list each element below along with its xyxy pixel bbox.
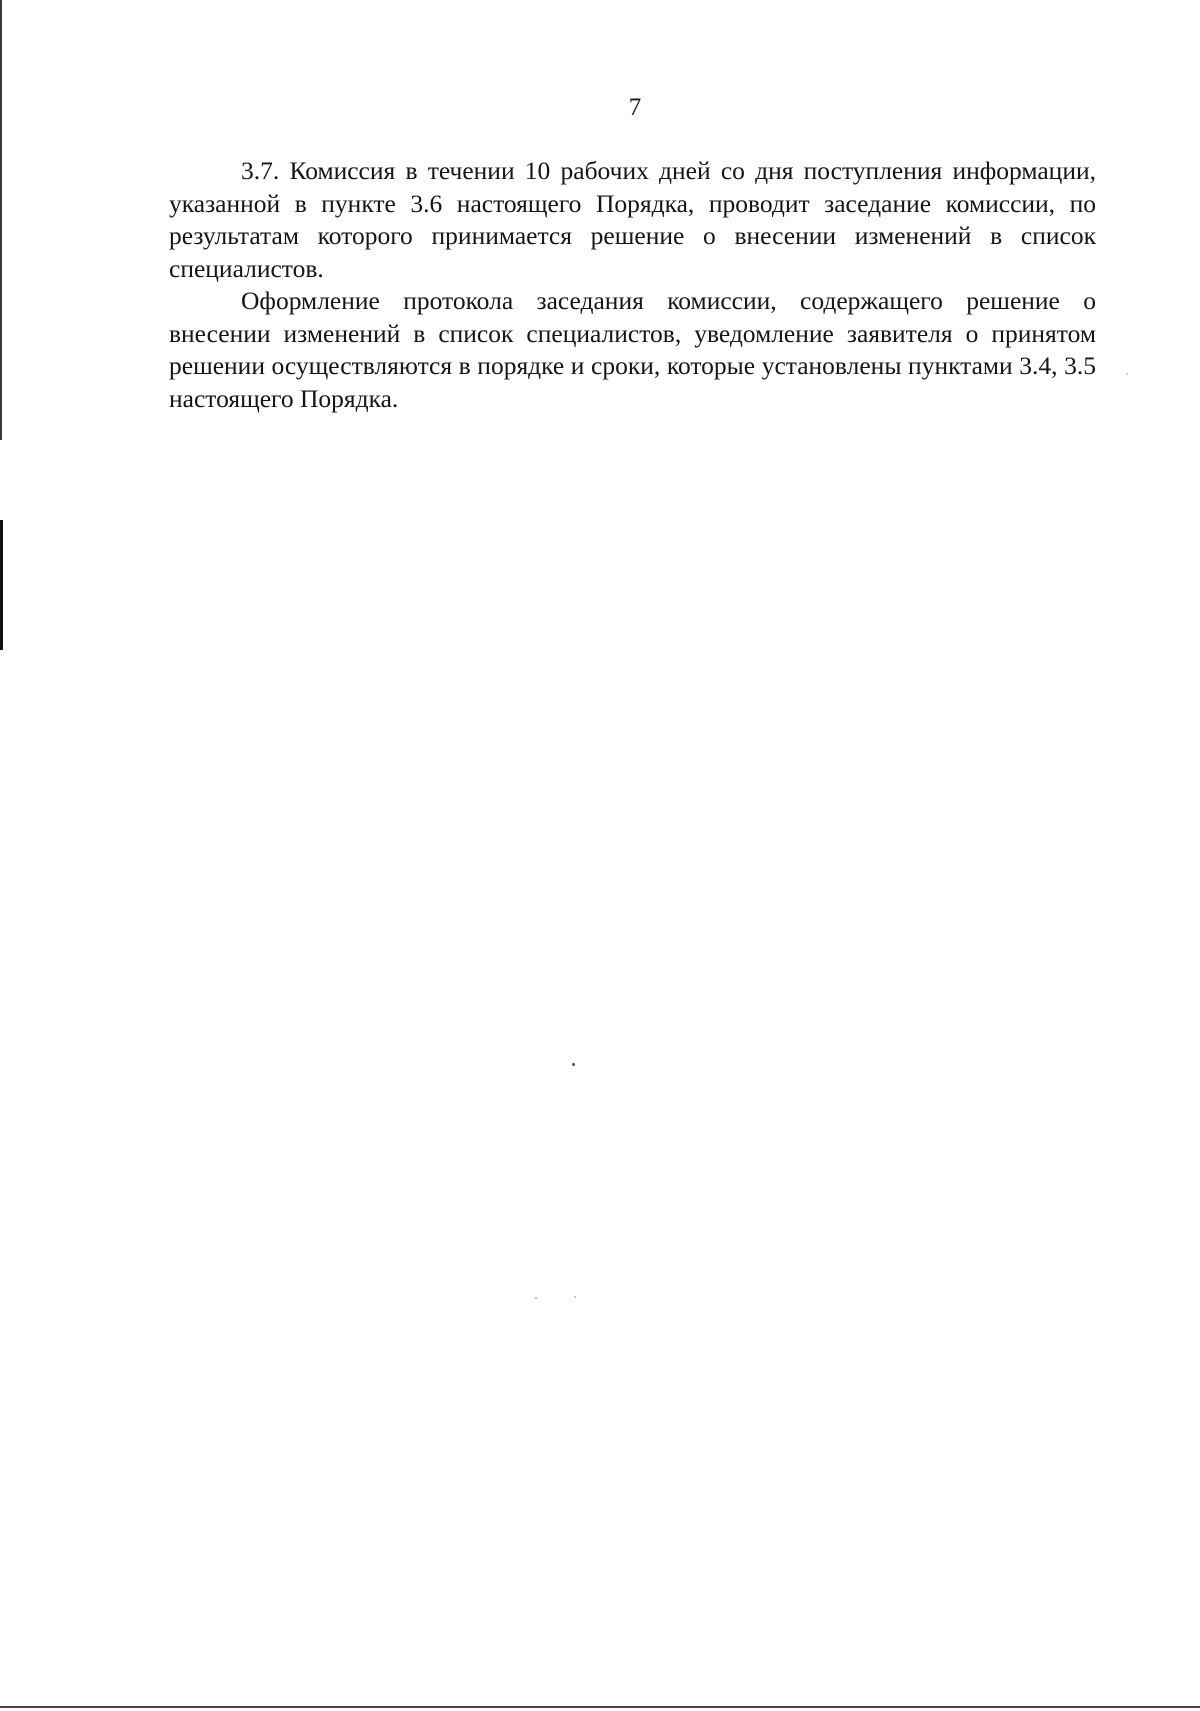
scan-speck — [574, 1296, 576, 1298]
scan-edge-line — [0, 0, 2, 440]
document-body — [169, 155, 1096, 415]
scan-speck — [572, 1063, 575, 1066]
page-number: 7 — [628, 94, 642, 121]
scan-edge-mark — [0, 520, 3, 650]
paragraph-3-7: 3.7. Комиссия в течении 10 рабочих дней со дня поступления информации, указанной в пункте 3.6 настоящего Порядка, проводит заседание комиссии, по результатам которого принимается решение о внесении изменений в список специалистов. — [169, 156, 1096, 283]
scan-speck — [1126, 373, 1128, 375]
paragraph-protocol: Оформление протокола заседания комиссии, содержащего решение о внесении изменений в список специалистов, уведомление заявителя о принятом решении осуществляются в порядке и сроки, которые установлены пунктами 3.4, 3.5 настоящего Порядка. — [169, 286, 1096, 413]
scan-speck — [535, 1297, 537, 1299]
scan-bottom-edge — [0, 1706, 1200, 1708]
